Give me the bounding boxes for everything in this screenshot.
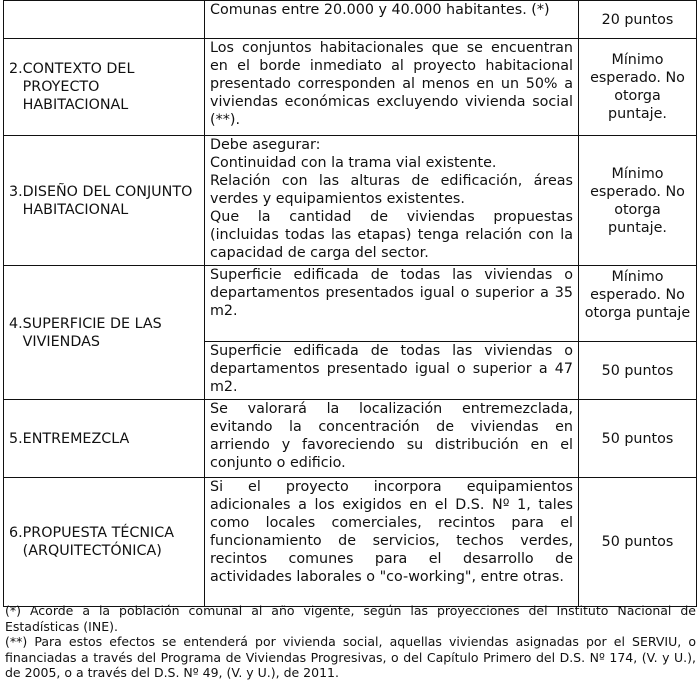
criterion-name: PROPUESTA TÉCNICA (ARQUITECTÓNICA) [22,525,175,559]
description-cell [205,136,579,266]
description-cell: Se valorará la localización entremezclada, evitando la concentración de viviendas en arriendo y favoreciendo su distribución en el conjunto o edificio. [205,400,579,478]
criteria-table [3,0,697,607]
table-row [4,39,697,136]
score-cell: 50 puntos [579,342,697,400]
score-cell: 50 puntos [579,400,697,478]
table-row [4,400,697,478]
table-row [4,478,697,607]
description-item: Relación con las alturas de edificación, áreas verdes y equipamientos existentes. [210,173,573,207]
description-cell: Comunas entre 20.000 y 40.000 habitantes. (*) [205,1,579,39]
criterion-cell [4,400,205,478]
description-cell: Superficie edificada de todas las viviendas o departamentos presentado igual o superior a 47 m2. [205,342,579,400]
description-item: Continuidad con la trama vial existente. [210,155,497,171]
description-cell: Los conjuntos habitacionales que se encuentran en el borde inmediato al proyecto habitacional presentado corresponden al menos en un 50% a viviendas económicas excluyendo vivienda social (**). [205,39,579,136]
criterion-number: 5. [9,430,23,447]
score-cell: 50 puntos [579,478,697,607]
table-row [4,266,697,342]
criterion-number: 3. [9,183,23,200]
criterion-number: 2. [9,61,23,77]
footnotes [5,603,696,681]
score-cell: Mínimo esperado. No otorga puntaje [579,266,697,342]
criterion-name: DISEÑO DEL CONJUNTO HABITACIONAL [22,183,193,218]
criterion-cell [4,39,205,136]
criterion-cell [4,266,205,400]
table-row [4,1,697,39]
criterion-cell [4,478,205,607]
description-cell: Si el proyecto incorpora equipamientos adicionales a los exigidos en el D.S. Nº 1, tales como locales comerciales, recintos para el funcionamiento de servicios, techos verdes, recintos comunes para el desarrollo de actividades laborales o "co-working", entre otras. [205,478,579,607]
description-cell: Superficie edificada de todas las viviendas o departamentos presentados igual o superior a 35 m2. [205,266,579,342]
criterion-number: 6. [9,525,23,541]
criterion-number: 4. [9,315,23,332]
score-cell: 20 puntos [579,1,697,39]
criterion-cell [4,1,205,39]
description-item: Que la cantidad de viviendas propuestas (incluidas todas las etapas) tenga relación con la capacidad de carga del sector. [210,209,573,261]
criterion-name: SUPERFICIE DE LAS VIVIENDAS [22,315,162,350]
score-cell: Mínimo esperado. No otorga puntaje. [579,136,697,266]
criterion-name: ENTREMEZCLA [22,430,130,447]
score-cell: Mínimo esperado. No otorga puntaje. [579,39,697,136]
footnote: (*) Acorde a la población comunal al año vigente, según las proyecciones del Instituto Nacional de Estadísticas (INE). [5,603,696,634]
criterion-name: CONTEXTO DEL PROYECTO HABITACIONAL [22,61,135,113]
table-row [4,136,697,266]
criterion-cell [4,136,205,266]
description-intro: Debe asegurar: [210,137,321,153]
footnote: (**) Para estos efectos se entenderá por vivienda social, aquellas viviendas asignadas por el SERVIU, o financiadas a través del Programa de Viviendas Progresivas, o del Capítulo Primero del D.S. Nº 174, (V. y U.), de 2005, o a través del D.S. Nº 49, (V. y U.), de 2011. [5,634,696,680]
